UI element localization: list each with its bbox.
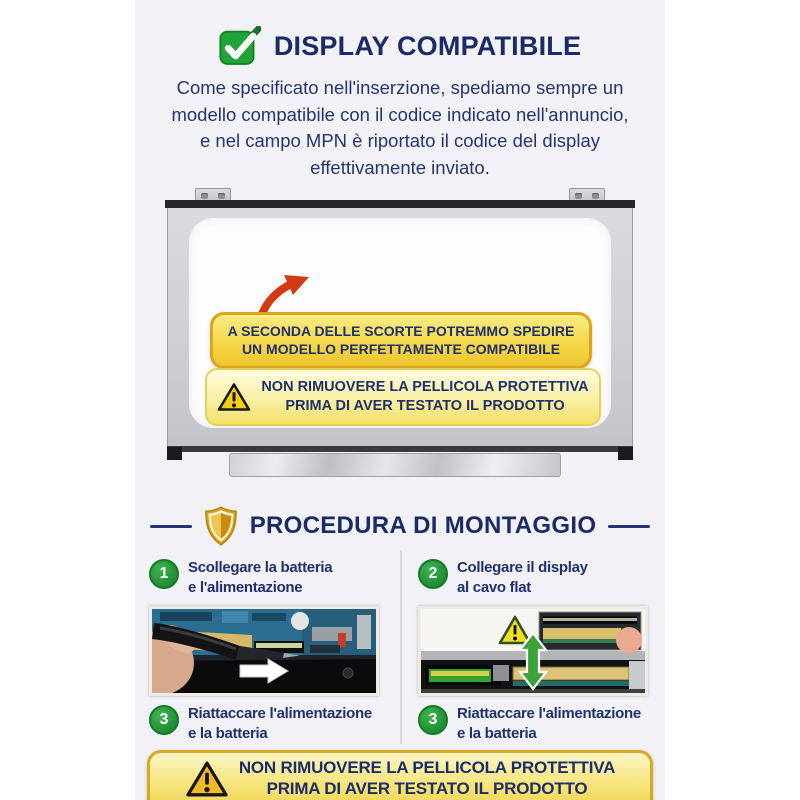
photo-connect-flat-cable (418, 606, 648, 696)
stock-warning-label (210, 312, 592, 369)
step-line: al cavo flat (457, 579, 531, 596)
stock-label-line: UN MODELLO PERFETTAMENTE COMPATIBILE (241, 341, 561, 357)
panel-end-cap-left (167, 447, 182, 460)
step-number-badge: 3 (149, 705, 179, 735)
steps-column-left (135, 550, 400, 744)
check-icon (219, 26, 261, 66)
step-text (188, 704, 372, 744)
footer-banner-text (239, 758, 615, 799)
step-line: Riattaccare l'alimentazione (188, 705, 372, 722)
procedure-header (135, 506, 665, 546)
film-label-line: PRIMA DI AVER TESTATO IL PRODOTTO (285, 398, 565, 414)
header (135, 0, 665, 66)
page-title: DISPLAY COMPATIBILE (273, 30, 582, 61)
step-2 (418, 558, 665, 598)
stock-label-line: A SECONDA DELLE SCORTE POTREMMO SPEDIRE (227, 323, 575, 339)
intro-line: Come specificato nell'inserzione, spediamo sempre un (176, 77, 624, 98)
header-dash-left (150, 525, 192, 528)
step-text (457, 704, 641, 744)
panel-top-strip (165, 200, 635, 208)
procedure-steps (135, 550, 665, 744)
step-line: Collegare il display (457, 559, 588, 576)
step-text (457, 558, 588, 598)
procedure-title: PROCEDURA DI MONTAGGIO (249, 512, 597, 539)
step-3-right (418, 704, 665, 744)
panel-foil-bar (229, 453, 561, 477)
footer-banner-line: NON RIMUOVERE LA PELLICOLA PROTETTIVA (238, 758, 616, 777)
intro-line: effettivamente inviato. (310, 156, 490, 178)
step-line: e l'alimentazione (188, 579, 303, 596)
film-warning-label (205, 368, 601, 426)
footer-banner-line: PRIMA DI AVER TESTATO IL PRODOTTO (266, 778, 588, 798)
film-label-text (261, 378, 588, 416)
step-line: e la batteria (188, 725, 268, 742)
footer-warning-banner (147, 750, 653, 800)
step-number-badge: 3 (418, 705, 448, 735)
step-line: Riattaccare l'alimentazione (457, 705, 641, 722)
panel-bottom-strip (167, 446, 633, 452)
step-line: e la batteria (457, 725, 537, 742)
warning-icon (185, 760, 229, 798)
step-text (188, 558, 332, 598)
intro-line: e nel campo MPN è riportato il codice del display (200, 130, 600, 151)
intro-paragraph (135, 75, 665, 181)
content-column (135, 0, 665, 800)
film-label-line: NON RIMUOVERE LA PELLICOLA PROTETTIVA (261, 379, 589, 395)
step-line: Scollegare la batteria (188, 559, 333, 576)
photo-disconnect-battery (149, 606, 379, 696)
shield-icon (204, 506, 238, 546)
lcd-panel-illustration (165, 188, 635, 482)
step-3-left (149, 704, 400, 744)
header-dash-right (608, 525, 650, 528)
connector-inset-photo (539, 612, 642, 653)
panel-end-cap-right (618, 447, 633, 460)
warning-icon (217, 382, 251, 412)
step-number-badge: 1 (149, 559, 179, 589)
steps-column-right (400, 550, 665, 744)
intro-line: modello compatibile con il codice indicato nell'annuncio, (171, 103, 629, 125)
step-number-badge: 2 (418, 559, 448, 589)
step-1 (149, 558, 400, 598)
